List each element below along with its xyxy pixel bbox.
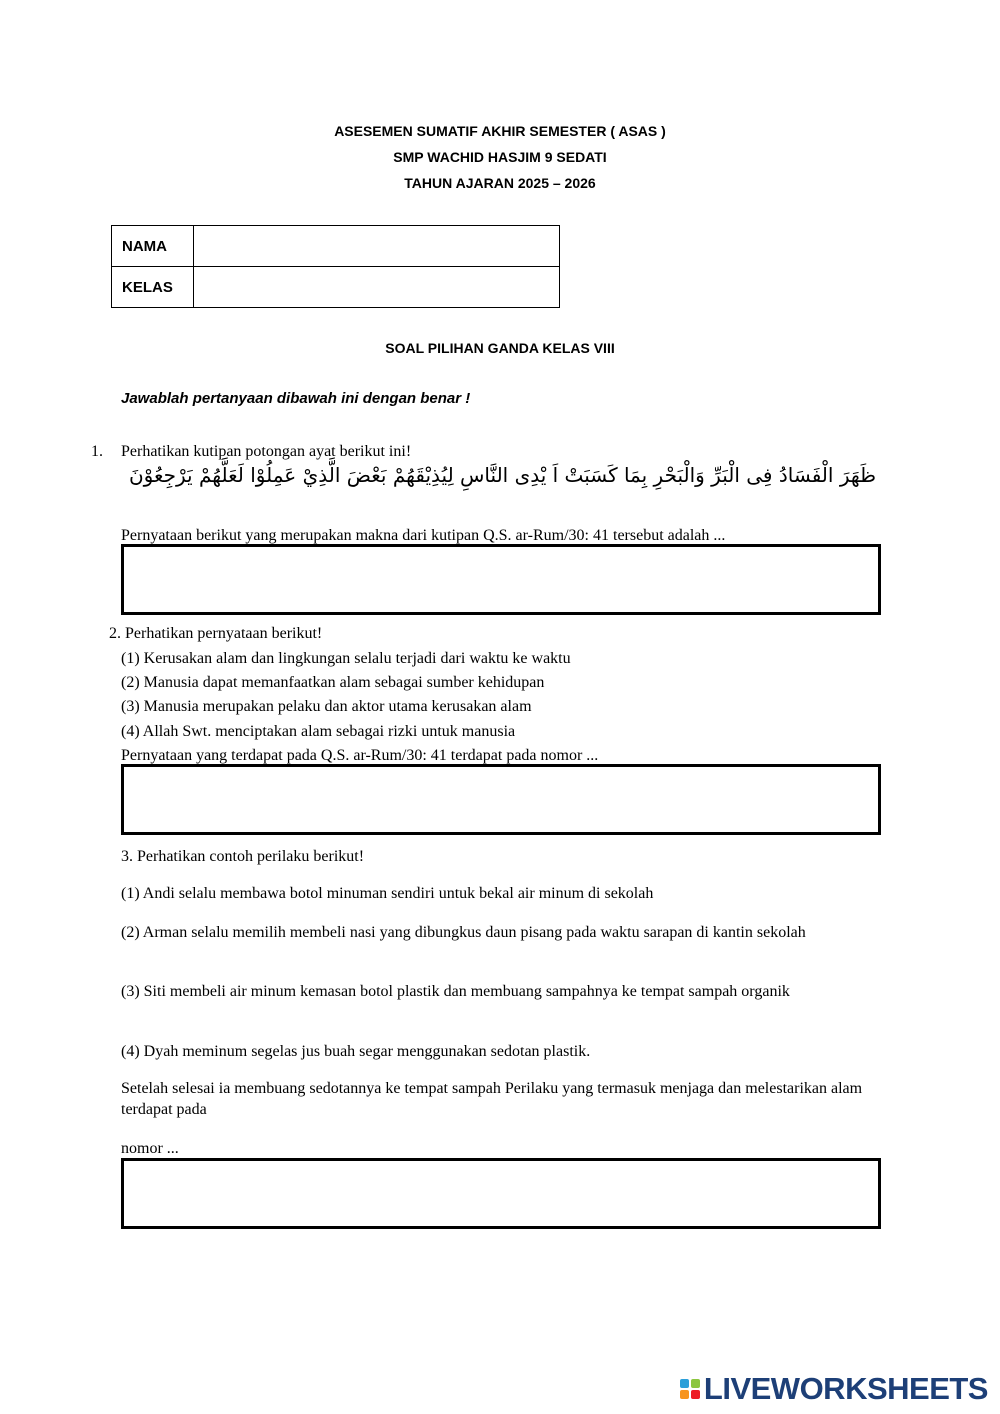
q2-intro: 2. Perhatikan pernyataan berikut! xyxy=(109,625,323,642)
class-label: KELAS xyxy=(112,267,194,308)
name-label: NAMA xyxy=(112,226,194,267)
instruction: Jawablah pertanyaan dibawah ini dengan benar ! xyxy=(121,390,471,407)
q2-item-2: (2) Manusia dapat memanfaatkan alam sebagai sumber kehidupan xyxy=(121,674,545,691)
logo-square-1 xyxy=(680,1379,689,1388)
q1-question: Pernyataan berikut yang merupakan makna dari kutipan Q.S. ar-Rum/30: 41 tersebut adalah ... xyxy=(121,527,726,544)
q2-question: Pernyataan yang terdapat pada Q.S. ar-Rum/30: 41 terdapat pada nomor ... xyxy=(121,747,599,764)
q1-answer-box[interactable] xyxy=(121,544,881,615)
logo-grid-icon xyxy=(680,1379,700,1399)
q3-item-1: (1) Andi selalu membawa botol minuman sendiri untuk bekal air minum di sekolah xyxy=(121,885,654,902)
q2-answer-box[interactable] xyxy=(121,764,881,835)
header-line-1: ASESEMEN SUMATIF AKHIR SEMESTER ( ASAS ) xyxy=(334,123,666,139)
liveworksheets-logo xyxy=(680,1372,988,1406)
identity-table xyxy=(111,225,560,308)
q3-item-4: (4) Dyah meminum segelas jus buah segar menggunakan sedotan plastik. xyxy=(121,1043,591,1060)
q2-item-1: (1) Kerusakan alam dan lingkungan selalu terjadi dari waktu ke waktu xyxy=(121,650,571,667)
q3-intro: 3. Perhatikan contoh perilaku berikut! xyxy=(121,848,365,865)
q1-number: 1. xyxy=(91,443,103,460)
section-title: SOAL PILIHAN GANDA KELAS VIII xyxy=(385,340,615,356)
q1-intro: Perhatikan kutipan potongan ayat berikut ini! xyxy=(121,443,412,460)
class-field[interactable] xyxy=(194,267,560,308)
q3-answer-box[interactable] xyxy=(121,1158,881,1229)
logo-square-3 xyxy=(680,1390,689,1399)
logo-square-4 xyxy=(691,1390,700,1399)
name-field[interactable] xyxy=(194,226,560,267)
logo-text: LIVEWORKSHEETS xyxy=(703,1371,988,1406)
q1-arabic-verse: ظَهَرَ الْفَسَادُ فِى الْبَرِّ وَالْبَحْرِ بِمَا كَسَبَتْ اَ يْدِى النَّاسِ لِيُذِيْقَهُمْ بَعْضَ الَّذِيْ عَمِلُوْا لَعَلَّهُمْ يَرْجِعُوْنَ xyxy=(128,463,876,487)
q2-item-4: (4) Allah Swt. menciptakan alam sebagai rizki untuk manusia xyxy=(121,723,516,740)
q3-item-3: (3) Siti membeli air minum kemasan botol plastik dan membuang sampahnya ke tempat sampah organik xyxy=(121,983,790,1000)
q3-question: Setelah selesai ia membuang sedotannya ke tempat sampah Perilaku yang termasuk menjaga dan melestarikan alam terdapat pada xyxy=(121,1080,863,1118)
q2-item-3: (3) Manusia merupakan pelaku dan aktor utama kerusakan alam xyxy=(121,698,532,715)
header-line-2: SMP WACHID HASJIM 9 SEDATI xyxy=(393,149,607,165)
header-line-3: TAHUN AJARAN 2025 – 2026 xyxy=(404,175,596,191)
logo-square-2 xyxy=(691,1379,700,1388)
q3-item-2: (2) Arman selalu memilih membeli nasi yang dibungkus daun pisang pada waktu sarapan di kantin sekolah xyxy=(121,924,806,941)
q3-question-end: nomor ... xyxy=(121,1140,179,1157)
